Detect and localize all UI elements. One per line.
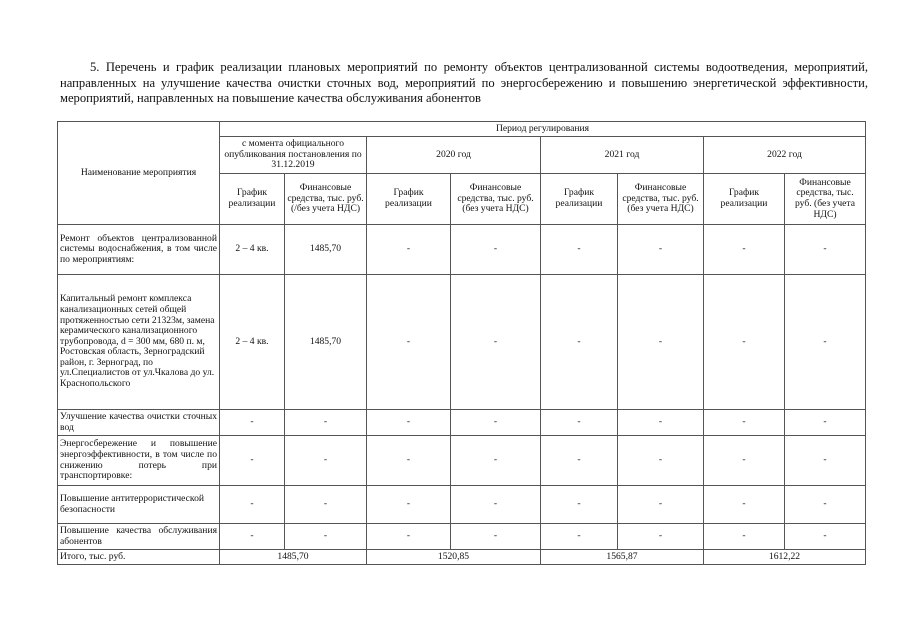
total-value-2021: 1565,87 xyxy=(541,550,704,565)
table-cell: - xyxy=(451,410,541,436)
period-header-2019: с момента официального опубликования постановления по 31.12.2019 xyxy=(220,137,367,174)
table-cell: - xyxy=(618,436,704,486)
table-cell: 2 – 4 кв. xyxy=(220,275,285,410)
name-column-header: Наименование мероприятия xyxy=(58,122,220,225)
table-cell: - xyxy=(220,524,285,550)
table-cell: - xyxy=(220,486,285,524)
row-name: Повышение качества обслуживания абонентов xyxy=(58,524,220,550)
table-cell: - xyxy=(541,486,618,524)
table-cell: - xyxy=(704,275,785,410)
total-label: Итого, тыс. руб. xyxy=(58,550,220,565)
finance-header: Финансовые средства, тыс. руб. (без учета НДС) xyxy=(618,174,704,225)
table-cell: - xyxy=(367,410,451,436)
header-row-1 xyxy=(58,122,866,137)
table-cell: - xyxy=(618,486,704,524)
table-cell: - xyxy=(367,225,451,275)
table-cell: - xyxy=(367,524,451,550)
table-cell: - xyxy=(451,275,541,410)
table-cell: - xyxy=(541,410,618,436)
table-cell: - xyxy=(285,486,367,524)
table-cell: - xyxy=(220,410,285,436)
table-cell: - xyxy=(451,436,541,486)
table-cell: - xyxy=(451,486,541,524)
table-row xyxy=(58,225,866,275)
table-cell: - xyxy=(367,486,451,524)
schedule-header: График реализации xyxy=(541,174,618,225)
table-cell: - xyxy=(285,436,367,486)
table-cell: - xyxy=(785,410,866,436)
plan-table xyxy=(57,121,866,565)
row-name: Повышение антитеррористической безопасности xyxy=(58,486,220,524)
schedule-header: График реализации xyxy=(704,174,785,225)
table-row xyxy=(58,436,866,486)
row-name: Энергосбережение и повышение энергоэффективности, в том числе по снижению потерь при транспортировке: xyxy=(58,436,220,486)
table-cell: - xyxy=(541,275,618,410)
table-cell: - xyxy=(451,524,541,550)
section-heading: 5. Перечень и график реализации плановых мероприятий по ремонту объектов централизованной системы водоотведения, мероприятий, направленных на улучшение качества очистки сточных вод, мероприятий по энергосбережению и повышению энергетической эффективности, мероприятий, направленных на повышение качества обслуживания абонентов xyxy=(60,60,868,105)
table-cell: - xyxy=(785,524,866,550)
period-header-2021: 2021 год xyxy=(541,137,704,174)
period-header: Период регулирования xyxy=(220,122,866,137)
finance-header: Финансовые средства, тыс. руб. (/без учета НДС) xyxy=(285,174,367,225)
table-cell: - xyxy=(285,524,367,550)
table-cell: - xyxy=(618,225,704,275)
total-value-2020: 1520,85 xyxy=(367,550,541,565)
table-cell: - xyxy=(618,524,704,550)
table-cell: - xyxy=(704,410,785,436)
period-header-2022: 2022 год xyxy=(704,137,866,174)
table-row xyxy=(58,524,866,550)
table-cell: - xyxy=(785,225,866,275)
table-cell: - xyxy=(541,436,618,486)
table-cell: - xyxy=(704,225,785,275)
table-cell: - xyxy=(220,436,285,486)
table-cell: - xyxy=(785,436,866,486)
total-value-2022: 1612,22 xyxy=(704,550,866,565)
table-cell: 1485,70 xyxy=(285,275,367,410)
table-cell: - xyxy=(367,436,451,486)
total-value-2019: 1485,70 xyxy=(220,550,367,565)
table-cell: - xyxy=(541,524,618,550)
table-cell: 2 – 4 кв. xyxy=(220,225,285,275)
period-header-2020: 2020 год xyxy=(367,137,541,174)
row-name: Ремонт объектов централизованной системы водоснабжения, в том числе по мероприятиям: xyxy=(58,225,220,275)
total-row xyxy=(58,550,866,565)
row-name: Улучшение качества очистки сточных вод xyxy=(58,410,220,436)
table-row xyxy=(58,486,866,524)
finance-header: Финансовые средства, тыс. руб. (без учета НДС) xyxy=(451,174,541,225)
table-cell: - xyxy=(785,275,866,410)
table-cell: - xyxy=(618,275,704,410)
table-row xyxy=(58,410,866,436)
table-cell: - xyxy=(704,436,785,486)
table-cell: - xyxy=(704,524,785,550)
table-cell: 1485,70 xyxy=(285,225,367,275)
table-cell: - xyxy=(541,225,618,275)
table-cell: - xyxy=(704,486,785,524)
table-cell: - xyxy=(785,486,866,524)
schedule-header: График реализации xyxy=(367,174,451,225)
schedule-header: График реализации xyxy=(220,174,285,225)
table-cell: - xyxy=(451,225,541,275)
table-cell: - xyxy=(285,410,367,436)
row-name: Капитальный ремонт комплекса канализационных сетей общей протяженностью сети 21323м, замена керамического канализационного трубопровода, d = 300 мм, 680 п. м, Ростовская область, Зерноградский район, г. Зерноград, по ул.Специалистов от ул.Чкалова до ул. Краснопольского xyxy=(58,275,220,410)
table-cell: - xyxy=(618,410,704,436)
table-cell: - xyxy=(367,275,451,410)
finance-header: Финансовые средства, тыс. руб. (без учета НДС) xyxy=(785,174,866,225)
table-row xyxy=(58,275,866,410)
